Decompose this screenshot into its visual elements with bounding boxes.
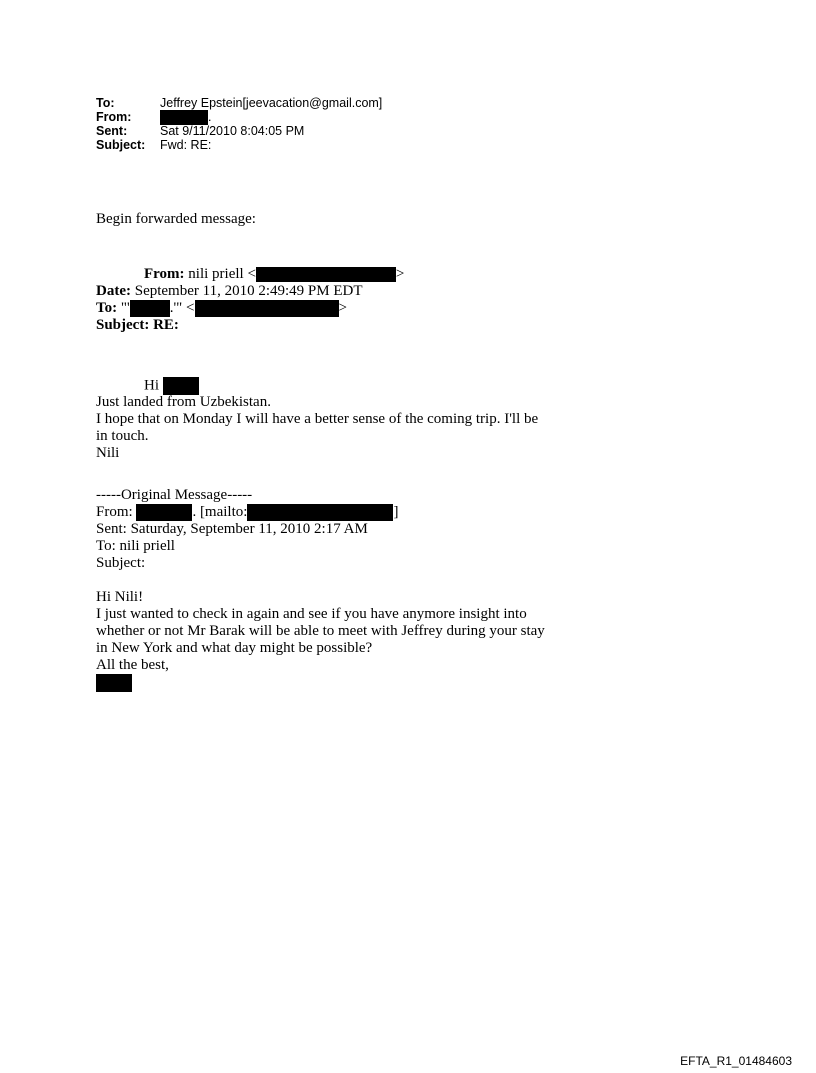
fwd-from-label: From: <box>144 266 185 282</box>
redaction-block <box>163 377 199 395</box>
redaction-block <box>130 300 170 317</box>
orig-greeting: Hi Nili! <box>96 589 144 605</box>
fwd-date-value: September 11, 2010 2:49:49 PM EDT <box>130 283 363 299</box>
header-from-label: From: <box>96 110 132 124</box>
fwd-to-mid: .'" < <box>169 300 195 316</box>
body-line: I just wanted to check in again and see if you have anymore insight into <box>96 606 527 622</box>
fwd-subject-label: Subject: RE: <box>96 317 179 333</box>
header-subject-label: Subject: <box>96 138 146 152</box>
body-line: in New York and what day might be possible? <box>96 640 373 656</box>
orig-from-label: From: <box>96 504 137 520</box>
redaction-block <box>195 300 339 317</box>
fwd-to-label: To: <box>96 300 118 316</box>
orig-from-mid: . [mailto: <box>192 504 248 520</box>
header-sent-value: Sat 9/11/2010 8:04:05 PM <box>160 124 305 138</box>
fwd-from-close: > <box>395 266 405 282</box>
orig-sent: Sent: Saturday, September 11, 2010 2:17 AM <box>96 521 368 537</box>
fwd-from-value: nili priell < <box>184 266 256 282</box>
orig-to: To: nili priell <box>96 538 175 554</box>
header-from-row <box>96 110 382 124</box>
fwd-date-label: Date: <box>96 283 131 299</box>
header-to-label: To: <box>96 96 115 110</box>
body-line: in touch. <box>96 428 149 444</box>
greeting-row <box>96 377 538 394</box>
redaction-block <box>96 674 132 692</box>
orig-from-row <box>96 504 545 521</box>
original-message <box>96 487 545 691</box>
header-sent-label: Sent: <box>96 124 128 138</box>
document-id: EFTA_R1_01484603 <box>680 1054 792 1068</box>
body-line: I hope that on Monday I will have a better sense of the coming trip. I'll be <box>96 411 539 427</box>
header-from-suffix: . <box>208 110 212 124</box>
forward-intro <box>96 211 256 228</box>
email-header <box>96 96 382 152</box>
redaction-block <box>160 110 208 125</box>
body-line: All the best, <box>96 657 169 673</box>
fwd-date-row <box>96 283 404 300</box>
fwd-from-row <box>96 266 404 283</box>
fwd-subject-row <box>96 317 404 334</box>
header-subject-row <box>96 138 382 152</box>
begin-forwarded-text: Begin forwarded message: <box>96 211 256 227</box>
body-line: whether or not Mr Barak will be able to meet with Jeffrey during your stay <box>96 623 545 639</box>
blank-line <box>96 572 545 589</box>
fwd-to-row <box>96 300 404 317</box>
redaction-block <box>247 504 393 521</box>
orig-from-close: ] <box>393 504 399 520</box>
greeting-text: Hi <box>144 377 163 394</box>
header-to-row <box>96 96 382 110</box>
orig-subject: Subject: <box>96 555 146 571</box>
header-subject-value: Fwd: RE: <box>160 138 212 152</box>
original-message-header: -----Original Message----- <box>96 487 253 503</box>
redaction-block <box>136 504 192 521</box>
signature-row <box>96 674 545 691</box>
header-sent-row <box>96 124 382 138</box>
fwd-to-close: > <box>338 300 347 316</box>
fwd-to-open: "' <box>117 300 130 316</box>
forwarded-header <box>96 266 404 334</box>
header-to-value: Jeffrey Epstein[jeevacation@gmail.com] <box>160 96 383 110</box>
reply-body <box>96 377 538 462</box>
signature-line: Nili <box>96 445 120 461</box>
body-line: Just landed from Uzbekistan. <box>96 394 271 410</box>
redaction-block <box>256 267 396 282</box>
